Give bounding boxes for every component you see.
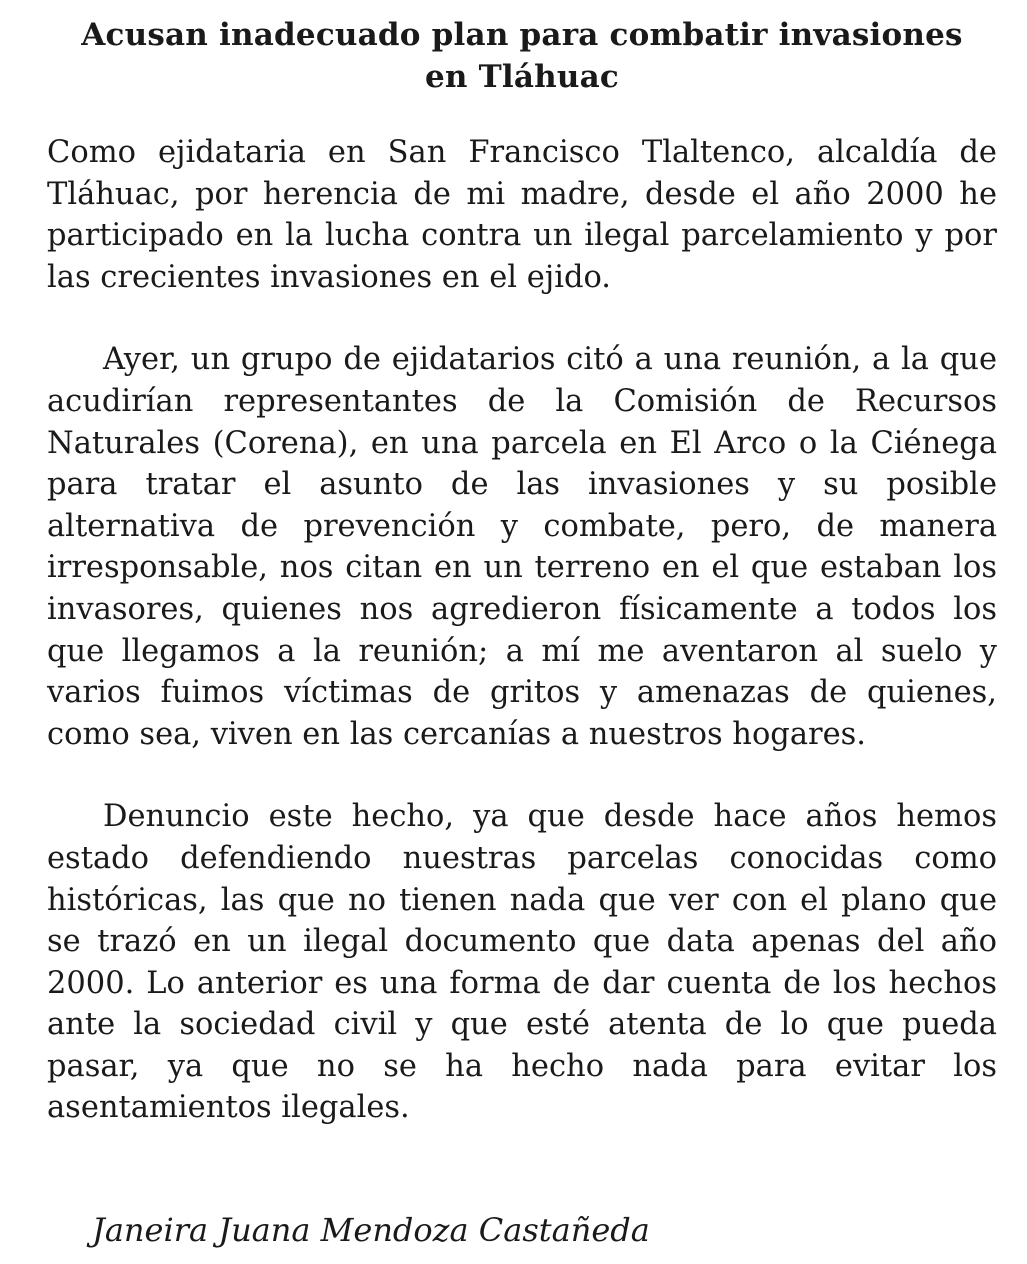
article-title-line-2: en Tláhuac [424, 59, 620, 95]
body-paragraph-3: Denuncio este hecho, ya que desde hace años hemos estado defendiendo nuestras parcelas conocidas como históricas, las que no tienen nada que ver con el plano que se trazó en un ilegal documento que data apenas del año 2000. Lo anterior es una forma de dar cuenta de los hechos ante la sociedad civil y que esté atenta de lo que pueda pasar, ya que no se ha hecho nada para evitar los asentamientos ilegales. [47, 799, 997, 1126]
article-title-line-1: Acusan inadecuado plan para combatir invasiones [81, 17, 963, 53]
letter-article [47, 14, 997, 1129]
author-signature: Janeira Juana Mendoza Castañeda [92, 1211, 650, 1249]
body-paragraph-1: Como ejidataria en San Francisco Tlaltenco, alcaldía de Tláhuac, por herencia de mi madre, desde el año 2000 he participado en la lucha contra un ilegal parcelamiento y por las crecientes invasiones en el ejido. [47, 135, 997, 295]
article-title [47, 14, 997, 98]
body-paragraph-2: Ayer, un grupo de ejidatarios citó a una reunión, a la que acudirían representantes de la Comisión de Recursos Naturales (Corena), en una parcela en El Arco o la Ciénega para tratar el asunto de las invasiones y su posible alternativa de prevención y combate, pero, de manera irresponsable, nos citan en un terreno en el que estaban los invasores, quienes nos agredieron físicamente a todos los que llegamos a la reunión; a mí me aventaron al suelo y varios fuimos víctimas de gritos y amenazas de quienes, como sea, viven en las cercanías a nuestros hogares. [47, 342, 997, 752]
